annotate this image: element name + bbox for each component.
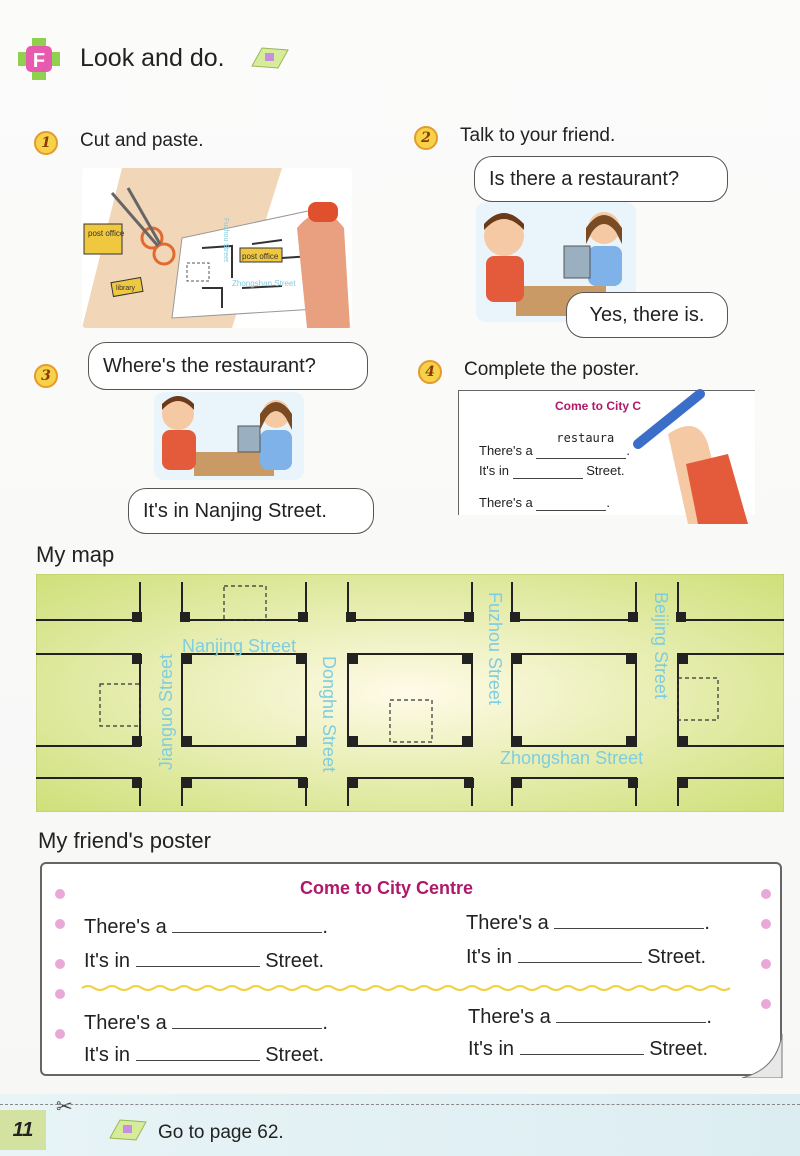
- svg-text:post office: post office: [242, 252, 279, 261]
- poster-left-line-1: There's a .: [84, 916, 328, 938]
- svg-text:F: F: [32, 50, 46, 72]
- svg-text:Fuzhou Street: Fuzhou Street: [222, 218, 229, 262]
- street-label-fuzhou: Fuzhou Street: [485, 592, 505, 706]
- poster-left-line-3: There's a .: [84, 1012, 328, 1034]
- my-map-label: My map: [36, 542, 115, 567]
- friends-poster: [40, 862, 782, 1076]
- scissors-icon: ✂: [56, 1096, 73, 1118]
- street-label-donghu: Donghu Street: [319, 656, 339, 773]
- svg-text:library: library: [116, 285, 136, 292]
- mini-poster-line-2: It's in Street.: [479, 463, 625, 478]
- mini-poster-line-3: There's a .: [479, 495, 611, 510]
- svg-text:Zhongshan Street: Zhongshan Street: [232, 279, 296, 288]
- speech-bubble-where: Where's the restaurant?: [88, 342, 368, 390]
- street-label-jianguo: Jianguo Street: [156, 654, 176, 771]
- go-to-page-link[interactable]: Go to page 62.: [158, 1122, 284, 1143]
- mini-poster-filled-word: restaura: [556, 431, 615, 445]
- poster-left-line-2: It's in Street.: [84, 950, 325, 972]
- poster-right-line-2: It's in Street.: [466, 946, 707, 968]
- children-map-illustration: [154, 392, 304, 480]
- my-friends-poster-label: My friend's poster: [38, 828, 211, 853]
- poster-right-line-3: There's a .: [468, 1006, 712, 1028]
- step-4-number: 4: [418, 360, 442, 384]
- step-1-label: Cut and paste.: [80, 130, 204, 151]
- step-2-label: Talk to your friend.: [460, 125, 616, 146]
- poster-left-line-4: It's in Street.: [84, 1044, 325, 1066]
- ticket-icon: [106, 1118, 150, 1142]
- step-4-label: Complete the poster.: [464, 359, 640, 380]
- hand-pencil-illustration: [628, 384, 748, 524]
- street-label-zhongshan: Zhongshan Street: [500, 748, 644, 768]
- svg-text:post office: post office: [88, 229, 125, 238]
- section-f-badge: [18, 38, 60, 80]
- speech-bubble-answer: Yes, there is.: [566, 292, 728, 338]
- step-1-number: 1: [34, 131, 58, 155]
- section-title: Look and do.: [80, 44, 225, 72]
- my-map: [36, 574, 784, 812]
- step-2-number: 2: [414, 126, 438, 150]
- poster-right-line-4: It's in Street.: [468, 1038, 709, 1060]
- ticket-icon: [248, 46, 292, 70]
- speech-bubble-question: Is there a restaurant?: [474, 156, 728, 202]
- mini-poster-line-1: There's a restaura .: [479, 431, 631, 458]
- speech-bubble-its-in: It's in Nanjing Street.: [128, 488, 374, 534]
- street-label-beijing: Beijing Street: [651, 592, 671, 700]
- cut-line: [0, 1104, 800, 1105]
- poster-right-line-1: There's a .: [466, 912, 710, 934]
- step-3-number: 3: [34, 364, 58, 388]
- poster-title: Come to City Centre: [300, 878, 474, 898]
- street-label-nanjing: Nanjing Street: [182, 636, 297, 656]
- page-number: 11: [0, 1110, 46, 1150]
- mini-poster-title: Come to City C: [555, 399, 642, 413]
- cut-and-paste-illustration: [82, 168, 352, 328]
